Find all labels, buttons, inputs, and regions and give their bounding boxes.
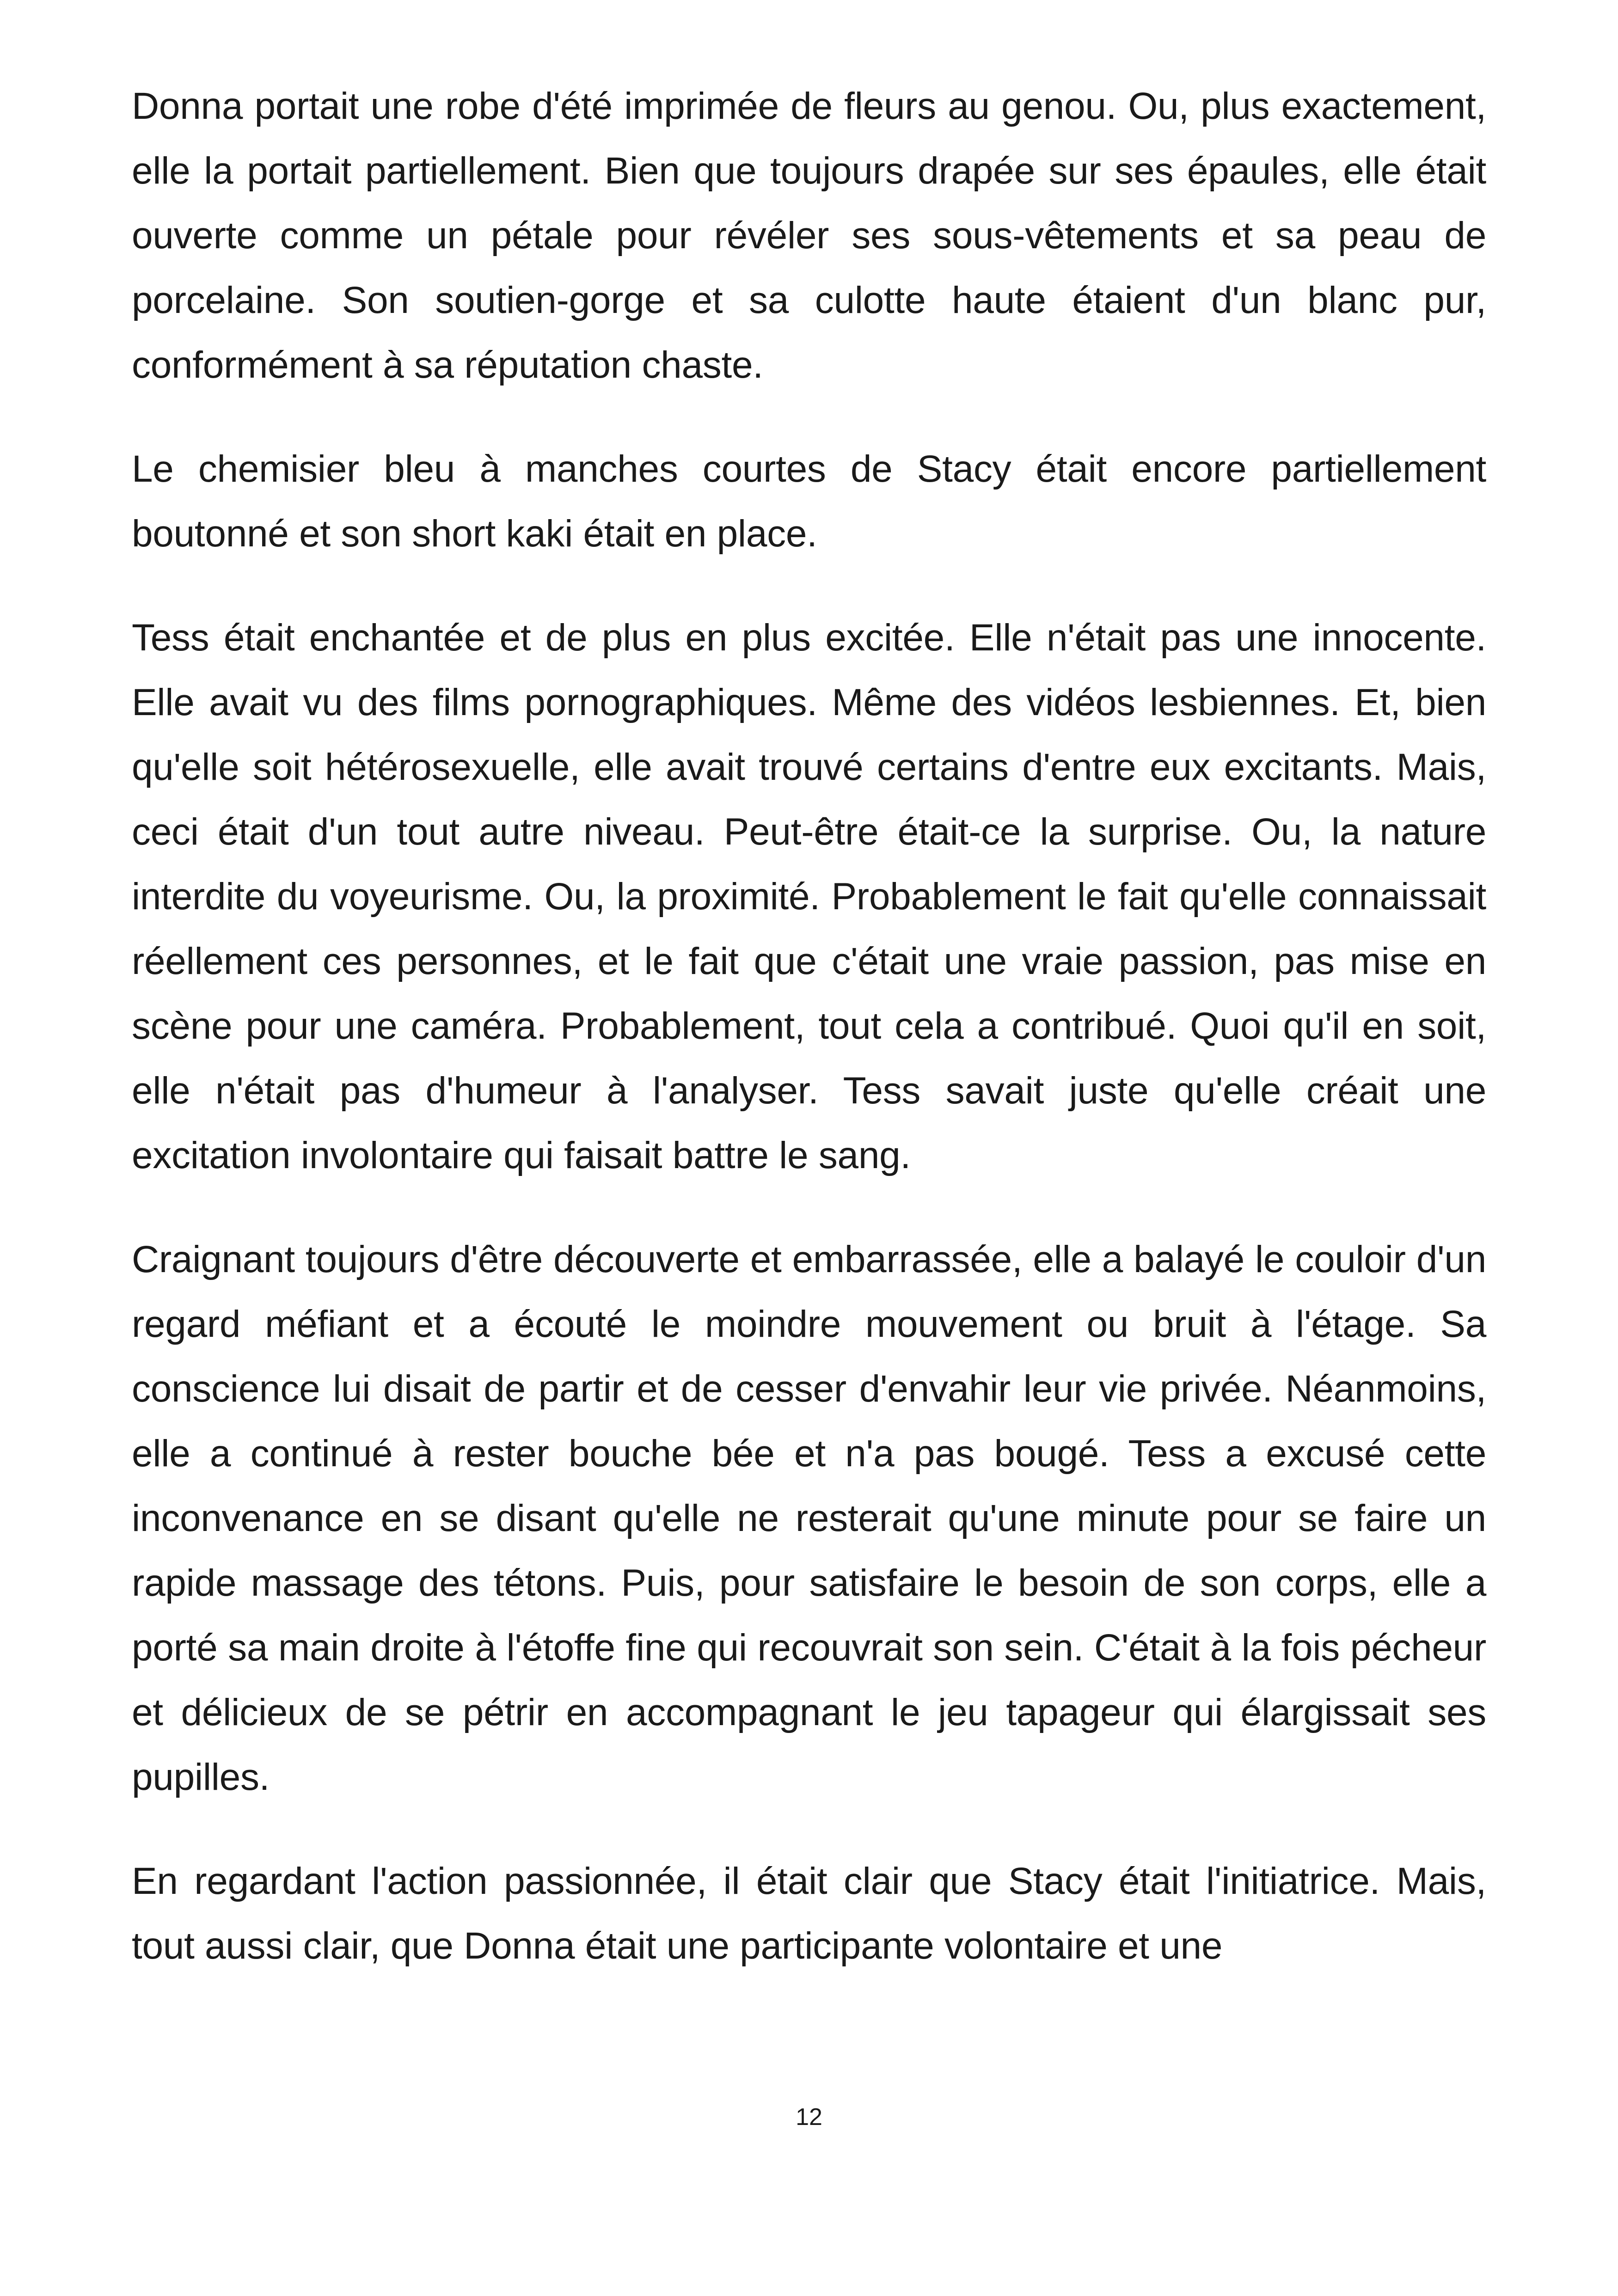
paragraph-5: En regardant l'action passionnée, il était clair que Stacy était l'initiatrice. Mais, tout aussi clair, que Donna était une participante volontaire et une bbox=[132, 1860, 1486, 1967]
paragraph-2: Le chemisier bleu à manches courtes de Stacy était encore partiellement boutonné et son short kaki était en place. bbox=[132, 448, 1486, 555]
paragraph-4: Craignant toujours d'être découverte et embarrassée, elle a balayé le couloir d'un regard méfiant et a écouté le moindre mouvement ou bruit à l'étage. Sa conscience lui disait de partir et de cesser d'envahir leur vie privée. Néanmoins, elle a continué à rester bouche bée et n'a pas bougé. Tess a excusé cette inconvenance en se disant qu'elle ne resterait qu'une minute pour se faire un rapide massage des tétons. Puis, pour satisfaire le besoin de son corps, elle a porté sa main droite à l'étoffe fine qui recouvrait son sein. C'était à la fois pécheur et délicieux de se pétrir en accompagnant le jeu tapageur qui élargissait ses pupilles. bbox=[132, 1238, 1486, 1798]
page-number: 12 bbox=[796, 2104, 822, 2131]
paragraph-1: Donna portait une robe d'été imprimée de fleurs au genou. Ou, plus exactement, elle la portait partiellement. Bien que toujours drapée sur ses épaules, elle était ouverte comme un pétale pour révéler ses sous-vêtements et sa peau de porcelaine. Son soutien-gorge et sa culotte haute étaient d'un blanc pur, conformément à sa réputation chaste. bbox=[132, 85, 1486, 386]
body-text bbox=[132, 74, 1486, 2018]
paragraph-3: Tess était enchantée et de plus en plus excitée. Elle n'était pas une innocente. Elle avait vu des films pornographiques. Même des vidéos lesbiennes. Et, bien qu'elle soit hétérosexuelle, elle avait trouvé certains d'entre eux excitants. Mais, ceci était d'un tout autre niveau. Peut-être était-ce la surprise. Ou, la nature interdite du voyeurisme. Ou, la proximité. Probablement le fait qu'elle connaissait réellement ces personnes, et le fait que c'était une vraie passion, pas mise en scène pour une caméra. Probablement, tout cela a contribué. Quoi qu'il en soit, elle n'était pas d'humeur à l'analyser. Tess savait juste qu'elle créait une excitation involontaire qui faisait battre le sang. bbox=[132, 617, 1486, 1176]
